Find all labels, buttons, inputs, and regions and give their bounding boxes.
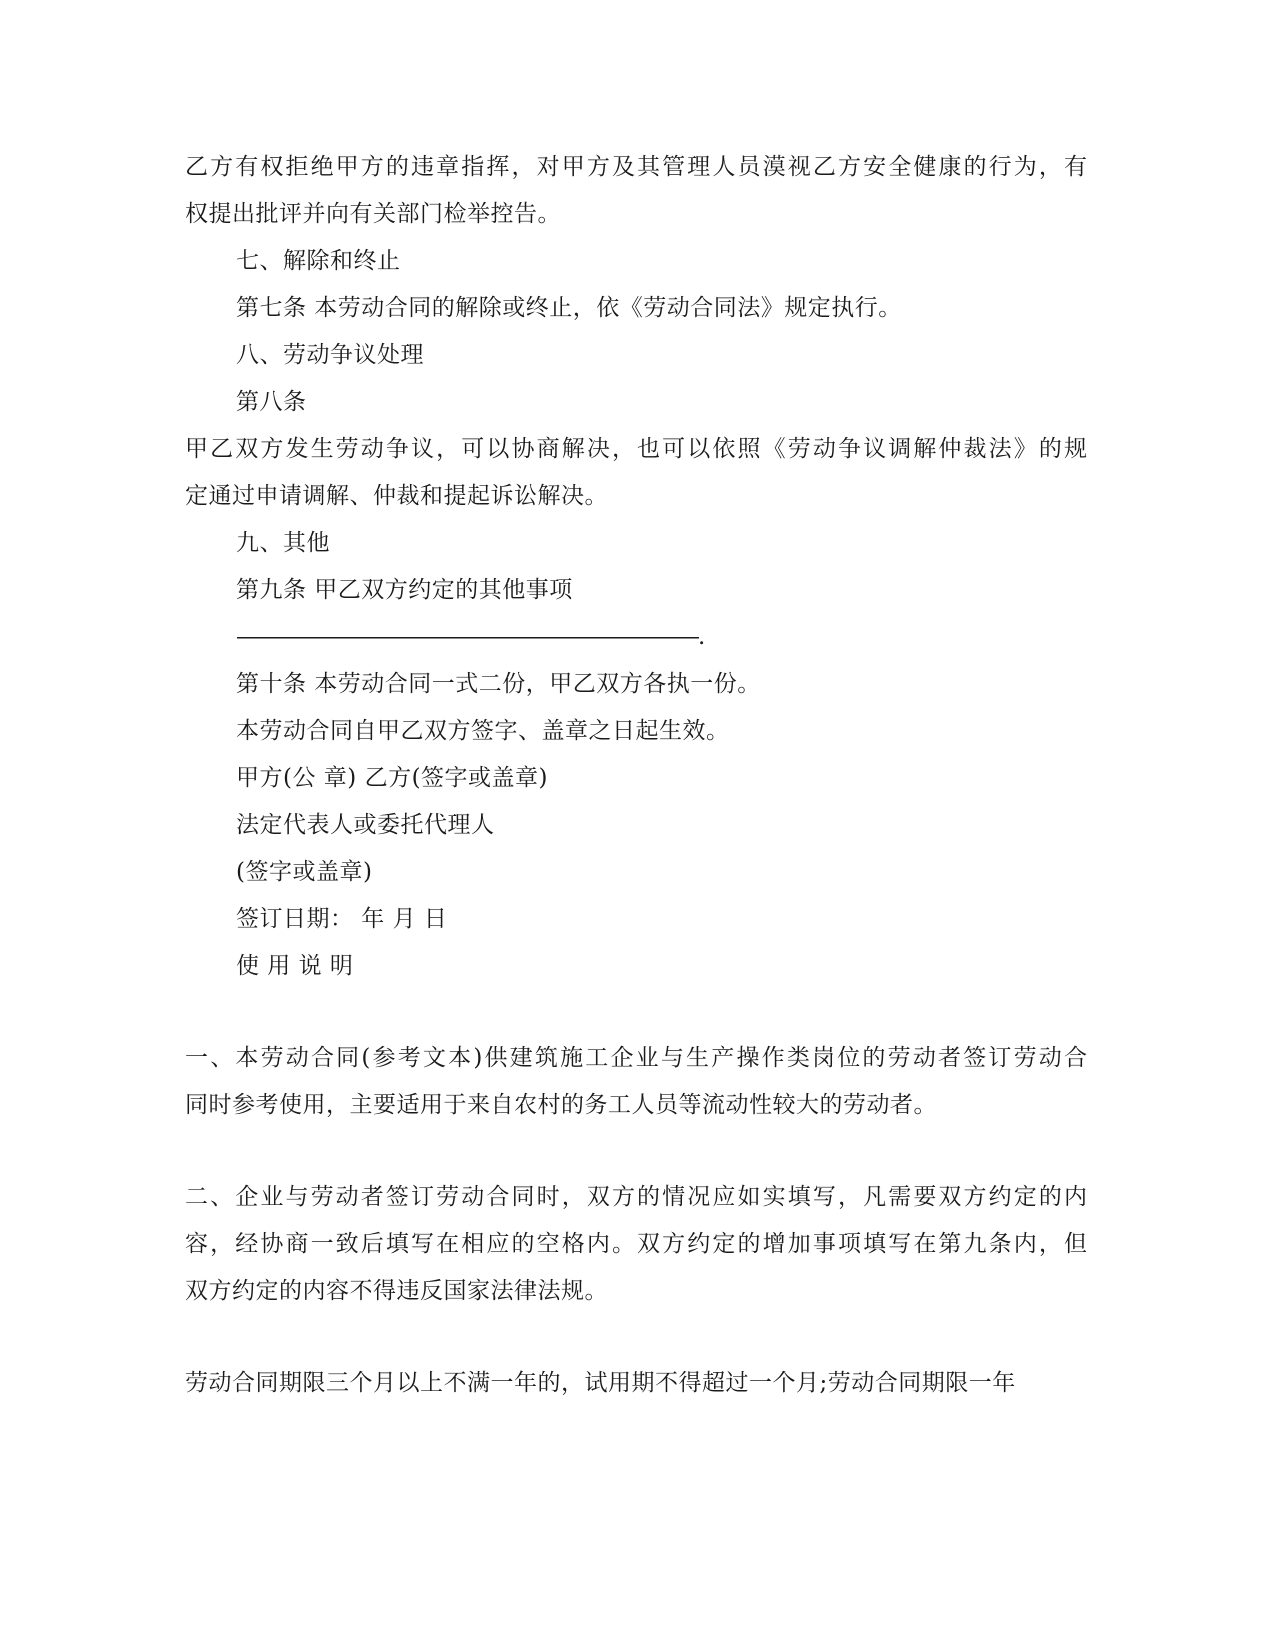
section-heading: 八、劳动争议处理: [236, 342, 424, 368]
paragraph-line: 同时参考使用，主要适用于来自农村的务工人员等流动性较大的劳动者。: [185, 1092, 937, 1118]
paragraph-line: 定通过申请调解、仲裁和提起诉讼解决。: [185, 483, 608, 509]
signature-line: 甲方(公 章) 乙方(签字或盖章): [236, 765, 549, 791]
paragraph-line: 一、本劳动合同(参考文本)供建筑施工企业与生产操作类岗位的劳动者签订劳动合: [185, 1045, 1087, 1071]
article-line: 第八条: [236, 389, 307, 415]
signature-line: (签字或盖章): [236, 859, 373, 885]
paragraph-line: 甲乙双方发生劳动争议，可以协商解决，也可以依照《劳动争议调解仲裁法》的规: [185, 436, 1087, 462]
paragraph-line: 劳动合同期限三个月以上不满一年的，试用期不得超过一个月;劳动合同期限一年: [185, 1370, 1016, 1396]
paragraph-line: 双方约定的内容不得违反国家法律法规。: [185, 1278, 608, 1304]
signature-line: 法定代表人或委托代理人: [236, 812, 495, 838]
paragraph-line: 本劳动合同自甲乙双方签字、盖章之日起生效。: [236, 718, 730, 744]
signing-date-line: 签订日期： 年 月 日: [236, 906, 448, 932]
article-line: 第九条 甲乙双方约定的其他事项: [236, 577, 573, 603]
section-heading: 七、解除和终止: [236, 248, 401, 274]
instructions-heading: 使 用 说 明: [236, 953, 354, 979]
section-heading: 九、其他: [236, 530, 330, 556]
article-line: 第十条 本劳动合同一式二份，甲乙双方各执一份。: [236, 671, 761, 697]
paragraph-line: 二、企业与劳动者签订劳动合同时，双方的情况应如实填写，凡需要双方约定的内: [185, 1184, 1087, 1210]
paragraph-line: 权提出批评并向有关部门检举控告。: [185, 201, 561, 227]
paragraph-line: 乙方有权拒绝甲方的违章指挥，对甲方及其管理人员漠视乙方安全健康的行为，有: [185, 154, 1087, 180]
paragraph-line: 容，经协商一致后填写在相应的空格内。双方约定的增加事项填写在第九条内，但: [185, 1231, 1087, 1257]
blank-fill-line: ——————————————————————.: [236, 624, 704, 650]
article-line: 第七条 本劳动合同的解除或终止，依《劳动合同法》规定执行。: [236, 295, 902, 321]
